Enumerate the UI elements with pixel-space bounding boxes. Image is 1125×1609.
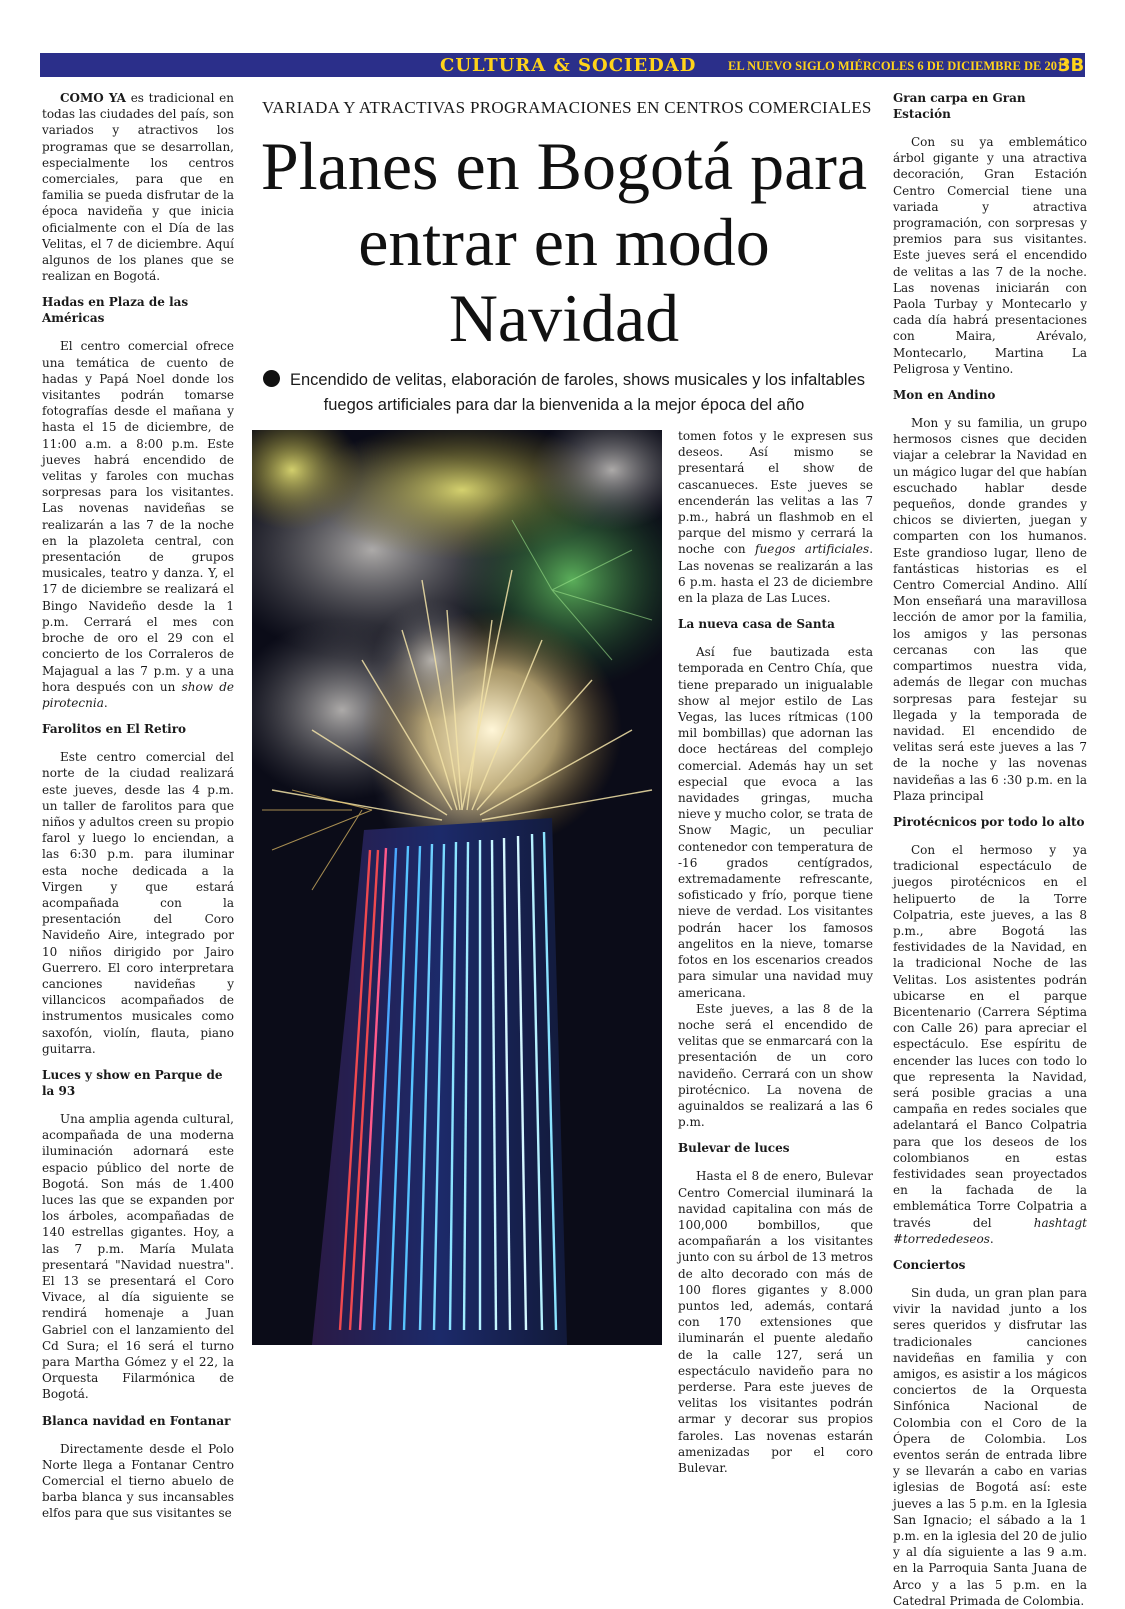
headline: Planes en Bogotá para entrar en modo Navidad bbox=[260, 128, 868, 356]
body-text: El centro comercial ofrece una temática de cuento de hadas y Papá Noel donde los visitantes podrán tomarse fotografías desde el mañana y hasta el 15 de diciembre, de 11:00 a.m. a 8:00 p.m. Este jueves habrá encendido de velitas y faroles con muchas sorpresas para los visitantes. Las novenas navideñas se realizarán a las 7 de la noche en la plazoleta central, con presentación de grupos musicales, teatro y danza. Y, el 17 de diciembre se realizará el Bingo Navideño desde la 1 p.m. Cerrará el mes con broche de oro el 29 con el concierto de los Corraleros de Majagual a las 7 p.m. y a una hora después con un bbox=[42, 339, 234, 694]
body-text: . bbox=[989, 1231, 994, 1246]
body-paragraph bbox=[42, 338, 234, 711]
italic-text: fuegos artificiales bbox=[755, 542, 870, 557]
intro-text: es tradicional en todas las ciudades del país, son variados y atractivos los programas que se desarrollan, especialmente los centros comerciales, para que en familia se pueda disfrutar de la época navideña y que inicia oficialmente con el Día de las Velitas, el 7 de diciembre. Aquí algunos de los planes que se realizan en Bogotá. bbox=[42, 91, 234, 284]
body-paragraph: Una amplia agenda cultural, acompañada de una moderna iluminación adornará este espacio público del norte de Bogotá. Son más de 1.400 luces las que se expanden por los árboles, acompañadas de 140 estrellas gigantes. Hoy, a las 7 p.m. María Mulata presentará "Navidad nuestra". El 13 se presentará el Coro Vivace, al día siguiente se rendirá homenaje a Juan Gabriel con el lanzamiento del Cd Sura; el 16 será el turno para Martha Gómez y el 22, la Orquesta Filarmónica de Bogotá. bbox=[42, 1111, 234, 1402]
column-right-of-photo bbox=[678, 428, 873, 1476]
subhead-hadas: Hadas en Plaza de las Américas bbox=[42, 295, 189, 326]
subhead-bulevar: Bulevar de luces bbox=[678, 1141, 790, 1156]
body-paragraph: Hasta el 8 de enero, Bulevar Centro Comercial iluminará la navidad capitalina con más de 100,000 bombillos, que acompañarán a los visitantes junto con su árbol de 13 metros de alto decorado con más de 100 flores gigantes y 8.000 puntos led, además, contará con 170 extensiones que iluminarán el puente aledaño de la calle 127, será un espectáculo navideño para no perderse. Para este jueves de velitas los visitantes podrán armar y decorar sus propios faroles. Las novenas estarán amenizadas por el coro Bulevar. bbox=[678, 1169, 873, 1475]
column-left bbox=[42, 90, 234, 1522]
intro-paragraph bbox=[42, 90, 234, 284]
subhead-luces: Luces y show en Parque de la 93 bbox=[42, 1067, 223, 1098]
fireworks-tower-photo bbox=[252, 430, 662, 1345]
body-paragraph: Con su ya emblemático árbol gigante y una atractiva decoración, Gran Estación Centro Comercial tiene una variada y atractiva programación, con sorpresas y premios para sus visitantes. Este jueves será el encendido de velitas a las 7 de la noche. Las novenas iniciarán con Paola Turbay y Montecarlo y cada día habrá presentaciones con Maira, Arévalo, Montecarlo, Martina La Peligrosa y Ventino. bbox=[893, 135, 1087, 376]
body-text: . Las novenas se realizarán a las 6 p.m. hasta el 23 de diciembre en la plaza de Las Luces. bbox=[678, 542, 874, 606]
italic-text: show de pirotecnia bbox=[42, 679, 235, 710]
subhead-fontanar: Blanca navidad en Fontanar bbox=[42, 1413, 231, 1428]
body-paragraph: Directamente desde el Polo Norte llega a Fontanar Centro Comercial el tierno abuelo de barba blanca y sus incansables elfos para que sus visitantes se bbox=[42, 1441, 234, 1521]
deck-text: Encendido de velitas, elaboración de faroles, shows musicales y los infaltables fuegos artificiales para dar la bienvenida a la mejor época del año bbox=[289, 371, 866, 414]
subhead-farolitos: Farolitos en El Retiro bbox=[42, 722, 187, 737]
body-text: . bbox=[103, 695, 108, 710]
section-title: CULTURA & SOCIEDAD bbox=[440, 55, 697, 76]
deck bbox=[258, 368, 870, 418]
subhead-conciertos: Conciertos bbox=[893, 1258, 966, 1272]
body-paragraph bbox=[893, 842, 1087, 1247]
column-right bbox=[893, 88, 1087, 1609]
body-paragraph: Así fue bautizada esta temporada en Centro Chía, que tiene preparado un inigualable show al mejor estilo de Las Vegas, las luces rítmicas (100 mil bombillas) que adornan las doce hectáreas del complejo comercial. Además hay un set especial que evoca a las navidades gringas, mucha nieve y mucho color, se trata de Snow Magic, un peculiar contenedor con temperatura de -16 grados centígrados, extremadamente refrescante, sofisticado y frío, porque tiene nieve de verdad. Los visitantes podrán hacer los famosos angelitos en la nieve, tomarse fotos en los escenarios creados para simular una navidad muy americana. bbox=[678, 645, 873, 1000]
body-paragraph: Sin duda, un gran plan para vivir la navidad junto a los seres queridos y disfrutar las tradicionales canciones navideñas en familia y con amigos, es asistir a los mágicos conciertos de la Orquesta Sinfónica Nacional de Colombia con el Coro de la Ópera de Colombia. Los eventos serán de entrada libre y se llevarán a cabo en varias iglesias de Bogotá así: este jueves a las 5 p.m. en la Iglesia San Ignacio; el sábado a la 1 p.m. en la iglesia del 20 de julio y al día siguiente a las 9 a.m. en la Parroquia Santa Juana de Arco y a las 5 p.m. en la Catedral Primada de Colombia. bbox=[893, 1286, 1087, 1608]
body-paragraph: Mon y su familia, un grupo hermosos cisnes que deciden viajar a celebrar la Navidad en un mágico lugar del que habían escuchado hablar desde pequeños, donde grandes y chicos se divierten, juegan y comparten con los humanos. Este grandioso lugar, lleno de fantásticas historias es el Centro Comercial Andino. Allí Mon enseñará una maravillosa lección de amor por la familia, los amigos y las personas cercanas con las que compartimos nuestra vida, además de llegar con muchas sorpresas para festejar su llegada y la temporada de navidad. El encendido de velitas será este jueves a las 7 de la noche y las novenas navideñas a las 6 :30 p.m. en la Plaza principal bbox=[893, 416, 1087, 803]
body-paragraph bbox=[678, 428, 873, 606]
italic-text: hashtagt #torrededeseos bbox=[893, 1215, 1087, 1246]
issue-date: EL NUEVO SIGLO MIÉRCOLES 6 DE DICIEMBRE DE 2017 bbox=[728, 59, 1070, 73]
subhead-gran-estacion: Gran carpa en Gran Estación bbox=[893, 91, 1026, 121]
subhead-andino: Mon en Andino bbox=[893, 388, 996, 403]
fireworks-image-icon bbox=[252, 430, 662, 1345]
body-paragraph: Este centro comercial del norte de la ciudad realizará este jueves, desde las 4 p.m. un taller de farolitos para que niños y adultos creen su propio farol y luego lo enciendan, a las 6:30 p.m. para iluminar esta noche dedicada a la Virgen y que estará acompañada con la presentación del Coro Navideño Aire, integrado por 10 niños dirigido por Jairo Guerrero. El coro interpretara canciones navideñas y villancicos acompañados de instrumentos musicales como saxofón, violín, flauta, piano guitarra. bbox=[42, 750, 234, 1056]
subhead-pirotecnicos: Pirotécnicos por todo lo alto bbox=[893, 814, 1085, 829]
body-text: tomen fotos y le expresen sus deseos. Así mismo se presentará el show de cascanueces. Este jueves se encenderán las velitas a las 7 p.m., habrá un flashmob en el parque del mismo y cerrará la noche con bbox=[678, 429, 873, 557]
lead-in: COMO YA bbox=[60, 91, 126, 105]
page-number: 3B bbox=[1058, 55, 1085, 76]
body-text: Con el hermoso y ya tradicional espectáculo de juegos pirotécnicos en el helipuerto de la Torre Colpatria, este jueves, a las 8 p.m., abre Bogotá las festividades de la Navidad, en la tradicional Noche de las Velitas. Los asistentes podrán ubicarse en el parque Bicentenario (Carrera Séptima con Calle 26) para apreciar el espectáculo. Ese espíritu de encender las luces con todo lo que representa la Navidad, será posible gracias a una campaña en redes sociales que adelantará el Banco Colpatria para que los deseos de los colombianos en estas festividades sean proyectados en la fachada de la emblemática Torre Colpatria a través del bbox=[893, 842, 1087, 1230]
bullet-icon bbox=[263, 370, 280, 387]
body-paragraph: Este jueves, a las 8 de la noche será el encendido de velitas que se enmarcará con la presentación de un coro navideño. Cerrará con un show pirotécnico. La novena de aguinaldos se realizará a las 6 p.m. bbox=[678, 1001, 873, 1130]
kicker: VARIADA Y ATRACTIVAS PROGRAMACIONES EN CENTROS COMERCIALES bbox=[262, 98, 872, 117]
subhead-santa: La nueva casa de Santa bbox=[678, 617, 835, 632]
